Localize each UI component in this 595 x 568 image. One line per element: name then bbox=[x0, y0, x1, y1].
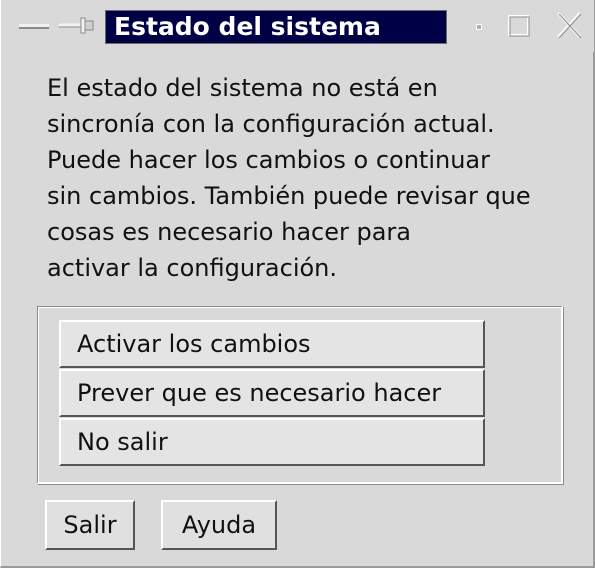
minimize-icon[interactable] bbox=[471, 10, 487, 40]
help-button[interactable]: Ayuda bbox=[161, 500, 277, 550]
preview-changes-button[interactable]: Prever que es necesario hacer bbox=[59, 369, 485, 417]
window-title: Estado del sistema bbox=[105, 10, 447, 44]
title-bar[interactable] bbox=[1, 0, 594, 52]
activate-changes-button[interactable]: Activar los cambios bbox=[59, 320, 485, 368]
menu-icon[interactable] bbox=[19, 10, 53, 40]
do-not-exit-button[interactable]: No salir bbox=[59, 418, 485, 466]
pin-icon[interactable] bbox=[59, 10, 95, 40]
status-message: El estado del sistema no está en sincronía con la configuración actual. Puede hacer los cambios o continuar sin cambios. También puede revisar que cosas es necesario hacer para activar la configuración. bbox=[47, 74, 531, 282]
close-icon[interactable] bbox=[554, 10, 584, 40]
exit-button[interactable]: Salir bbox=[45, 500, 135, 550]
maximize-icon[interactable] bbox=[506, 10, 532, 40]
